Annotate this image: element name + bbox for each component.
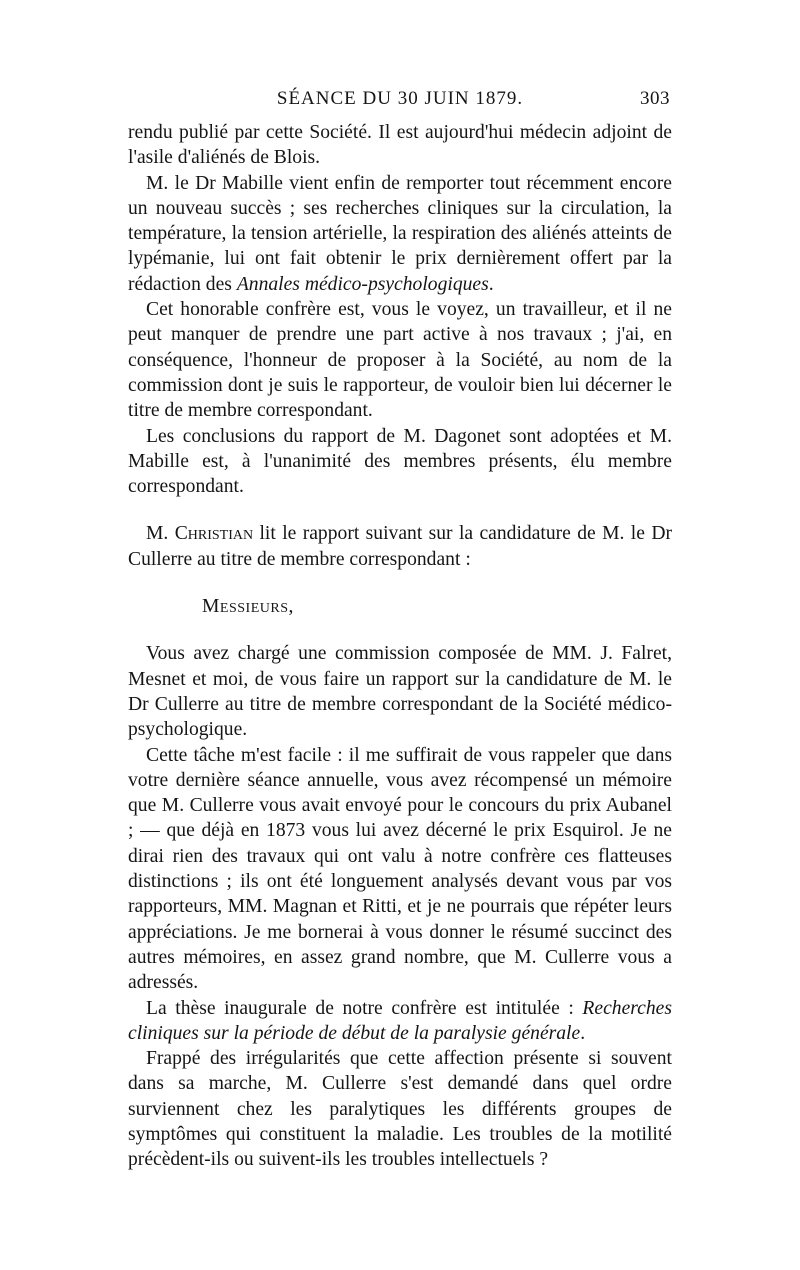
paragraph-9 xyxy=(128,996,672,1047)
paragraph-4-text: Les conclusions du rapport de M. Dagonet sont adoptées et M. Mabille est, à l'unanimité des membres présents, élu membre correspondant. xyxy=(128,425,672,498)
body-text xyxy=(128,120,672,1173)
speaker-name: Christian xyxy=(174,523,254,545)
paragraph-10-text: Frappé des irrégularités que cette affection présente si souvent dans sa marche, M. Cullerre s'est demandé dans quel ordre surviennent chez les paralytiques les différents groupes de symptômes qui constituent la maladie. Les troubles de la motilité précèdent-ils ou suivent-ils les troubles intellectuels ? xyxy=(128,1048,672,1171)
salutation: Messieurs, xyxy=(202,596,294,618)
paragraph-5 xyxy=(128,521,672,572)
running-title: SÉANCE DU 30 JUIN 1879. xyxy=(276,88,524,109)
paragraph-9-end: . xyxy=(580,1022,586,1044)
paragraph-5-text: lit le rapport suivant sur la candidature de M. le Dr Cullerre au titre de membre correspondant : xyxy=(128,523,672,570)
paragraph-1 xyxy=(128,120,672,171)
paragraph-2-text: M. le Dr Mabille vient enfin de remporter tout récemment encore un nouveau succès ; ses recherches cliniques sur la circulation, la température, la tension artérielle, la respiration des aliénés atteints de lypémanie, lui ont fait obtenir le prix dernièrement offert par la rédaction des xyxy=(128,172,672,295)
paragraph-8 xyxy=(128,743,672,996)
paragraph-2-end: . xyxy=(488,273,494,295)
paragraph-1-text: rendu publié par cette Société. Il est aujourd'hui médecin adjoint de l'asile d'aliénés de Blois. xyxy=(128,122,672,169)
paragraph-4 xyxy=(128,424,672,500)
speaker-prefix: M. xyxy=(146,523,175,545)
page-number: 303 xyxy=(640,88,670,109)
book-page xyxy=(128,88,672,1258)
paragraph-3 xyxy=(128,297,672,423)
paragraph-2 xyxy=(128,171,672,297)
paragraph-7-text: Vous avez chargé une commission composée de MM. J. Falret, Mesnet et moi, de vous faire un rapport sur la candidature de M. le Dr Cullerre au titre de membre correspondant de la Société médico-psychologique. xyxy=(128,643,672,741)
running-header xyxy=(128,88,672,120)
salutation-gap-top xyxy=(128,572,672,594)
journal-title: Annales médico-psychologiques xyxy=(236,273,489,295)
paragraph-9-text: La thèse inaugurale de notre confrère est intitulée : xyxy=(146,997,583,1019)
paragraph-7 xyxy=(128,641,672,742)
paragraph-3-text: Cet honorable confrère est, vous le voyez, un travailleur, et il ne peut manquer de prendre une part active à nos travaux ; j'ai, en conséquence, l'honneur de proposer à la Société, au nom de la commission dont je suis le rapporteur, de vouloir bien lui décerner le titre de membre correspondant. xyxy=(128,299,672,422)
salutation-gap-bottom xyxy=(128,619,672,641)
paragraph-10 xyxy=(128,1046,672,1172)
section-gap xyxy=(128,499,672,521)
thesis-title: Recherches cliniques sur la période de début de la paralysie générale xyxy=(128,997,672,1044)
paragraph-8-text: Cette tâche m'est facile : il me suffirait de vous rappeler que dans votre dernière séance annuelle, vous avez récompensé un mémoire que M. Cullerre vous avait envoyé pour le concours du prix Aubanel ; — que déjà en 1873 vous lui avez décerné le prix Esquirol. Je ne dirai rien des travaux qui ont valu à notre confrère ces flatteuses distinctions ; ils ont été longuement analysés devant vous par vos rapporteurs, MM. Magnan et Ritti, et je ne pourrais que répéter leurs appréciations. Je me bornerai à vous donner le résumé succinct des autres mémoires, en assez grand nombre, que M. Cullerre vous a adressés. xyxy=(128,744,672,994)
